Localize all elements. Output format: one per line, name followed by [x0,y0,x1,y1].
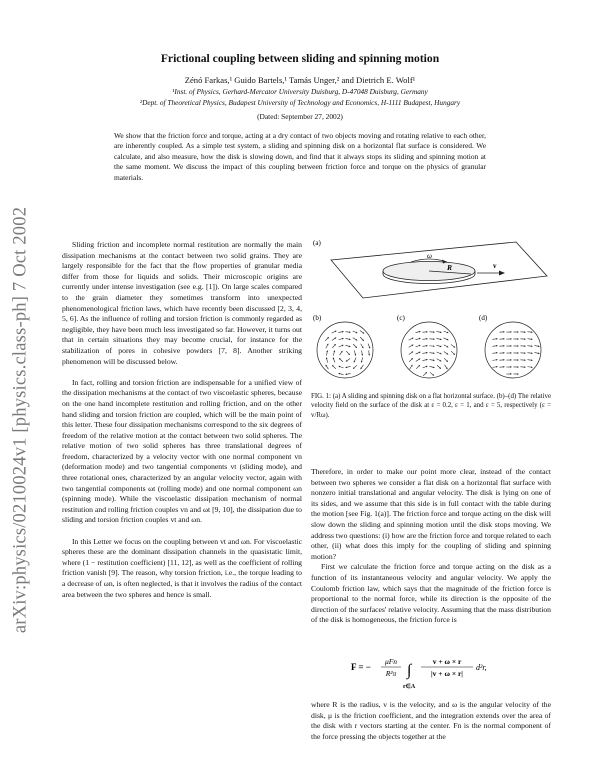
velocity-vector-head [517,373,518,375]
eq-den2: |v + ω × r| [431,669,463,678]
arxiv-identifier: arXiv:physics/0210024v1 [physics.class-ph] 7 Oct 2002 [10,206,31,634]
velocity-vector-head [368,354,370,355]
velocity-vector-head [503,345,504,347]
eq-domain: r∈A [403,684,416,690]
velocity-vector-head [433,338,434,340]
velocity-vector-head [517,338,518,340]
velocity-vector-head [517,359,518,361]
velocity-vector-head [496,352,498,354]
equation-render [311,650,551,696]
velocity-vector-head [510,331,511,333]
velocity-vector-head [503,338,504,340]
velocity-field-c [401,322,457,378]
velocity-vector-head [524,338,525,340]
velocity-vector-head [524,345,525,347]
figure-label-a: (a) [313,239,321,247]
eq-tail: d²r, [476,663,487,672]
velocity-vector-head [510,338,511,340]
velocity-vector-head [524,359,525,361]
velocity-vector-head [531,345,532,347]
eq-num2: v + ω × r [432,657,462,666]
disk-outline [317,322,373,378]
velocity-vector-head [503,331,504,333]
velocity-vector-head [531,331,532,333]
velocity-vector-head [524,366,525,368]
friction-force-equation [311,650,551,696]
velocity-vector-head [496,338,497,340]
velocity-vector-head [510,366,511,368]
eq-integral: ∫ [407,662,412,679]
velocity-vector-head [433,352,435,354]
paragraph: First we calculate the friction force and torque acting on the disk as a function of its instantaneous velocity and angular velocity. We apply the Coulomb friction law, which says that the magnitude of the friction force is proportional to the normal force, while its direction is the opposite of the direction of the surfaces' relative velocity. Assuming that the mass distribution of the disk is homogeneous, the friction force is [311,562,551,625]
figure-caption: FIG. 1: (a) A sliding and spinning disk on a flat horizontal surface. (b)–(d) The relative velocity field on the surface of the disk at ε = 0.2, ε = 1, and ε = 5, respectively (ε = v/Rω). [311,393,551,419]
paragraph: In this Letter we focus on the coupling between vt and ωn. For viscoelastic spheres these are the dominant dissipation channels in the quasistatic limit, where (1 − restitution coefficient) [11, 12], as well as the coefficient of rolling friction vanish [9]. The reason, why torsion friction, i.e., the torque leading to a decrease of ωn, is often neglected, is that it involves the radius of the contact area between the two spheres and hence is small. [62,536,302,599]
velocity-vector-head [496,345,498,347]
velocity-vector-head [503,366,504,368]
figure-1-drawing [311,236,551,386]
figure-label-b: (b) [313,314,322,322]
velocity-vector-head [524,352,525,354]
velocity-vector-head [517,366,518,368]
eq-lhs: F = − [351,662,371,672]
velocity-vector-head [517,352,518,354]
radius-label: R [447,263,453,272]
velocity-vector-head [349,331,351,333]
disk-outline [401,322,457,378]
affiliation-1: ¹Inst. of Physics, Gerhard-Mercator University Duisburg, D-47048 Duisburg, Germany [172,87,428,96]
velocity-arrow-head [499,271,505,276]
eq-den1: R²π [385,669,397,678]
velocity-vector-head [517,345,518,347]
velocity-vector-head [510,373,511,375]
figure-1 [311,236,551,386]
velocity-vector-head [510,345,511,347]
velocity-vector-head [531,359,533,361]
paragraph: In fact, rolling and torsion friction are indispensable for a unified view of the dissipation mechanisms at the contact of two viscoelastic spheres, because on the one hand incomplete restitution and rolling friction, and on the other hand sliding and torsion friction are coupled, which will be the main point of this letter. These four dissipation mechanisms correspond to the six degrees of freedom of the relative motion at the contact between two solid spheres. The relative motion of two solid spheres has three translational degrees of freedom, characterized by a velocity vector with one normal component vn (deformation mode) and two tangential components vt (sliding mode), and three rotational ones, characterized by an angular velocity vector, again with two tangential components ωt (rolling mode) and one normal component ωn (spinning mode). While the viscoelastic dissipation mechanism of normal restitution and rolling friction couples vn and ωt [9, 10], the dissipation due to sliding and torsion friction couples vt and ωn. [62,377,302,525]
paragraph-after-equation: where R is the radius, v is the velocity, and ω is the angular velocity of the disk, μ is the friction coefficient, and the integration extends over the area of the disk with r vectors starting at the center. Fn is the normal component of the force pressing the objects together at the [311,700,551,741]
velocity-vector-head [510,352,511,354]
velocity-vector-head [433,345,434,347]
omega-label: ω [427,252,432,260]
velocity-vector-head [517,331,518,333]
velocity-vector-head [426,345,428,347]
velocity-vector-head [426,338,427,340]
velocity-vector-head [510,359,511,361]
velocity-vector-head [531,352,533,354]
left-column [62,240,302,600]
date-line: (Dated: September 27, 2002) [257,112,343,121]
figure-label-d: (d) [479,314,488,322]
velocity-vector-head [503,359,504,361]
velocity-vector-head [433,331,434,333]
author-list: Zénó Farkas,¹ Guido Bartels,¹ Tamás Unger,² and Dietrich E. Wolf¹ [184,75,416,85]
right-column [311,467,551,626]
eq-num1: μFn [384,657,398,666]
paper-title: Frictional coupling between sliding and spinning motion [160,52,440,65]
figure-label-c: (c) [397,314,405,322]
velocity-label: v [493,262,497,270]
affiliation-2: ²Dept. of Theoretical Physics, Budapest University of Technology and Economics, H-1111 Budapest, Hungary [139,98,461,107]
velocity-field-d [485,322,541,378]
velocity-vector-head [503,352,504,354]
velocity-vector-head [531,338,532,340]
disk-outline [485,322,541,378]
velocity-vector-head [426,331,427,333]
velocity-field-b [317,322,373,378]
paragraph: Therefore, in order to make our point more clear, instead of the contact between two spheres we consider a flat disk on a horizontal flat surface with nonzero initial translational and angular velocity. The disk is lying on one of its sides, and we assume that this side is in full contact with the table during the motion [see Fig. 1(a)]. The friction force and torque acting on the disk will slow down the sliding and spinning motion until the disk stops moving. We address two questions: (i) how are the friction force and torque related to each other, (ii) what does this imply for the coupling of sliding and spinning motion? [311,467,551,561]
velocity-vector-head [524,331,525,333]
abstract: We show that the friction force and torque, acting at a dry contact of two objects moving and rotating relative to each other, are inherently coupled. As a simple test system, a sliding and spinning disk on a horizontal flat surface is considered. We calculate, and also measure, how the disk is slowing down, and find that it always stops its sliding and spinning motion at the same moment. We discuss the impact of this coupling between friction force and torque on the physics of granular materials. [114,131,486,182]
paragraph: Sliding friction and incomplete normal restitution are normally the main dissipation mechanisms at the contact between two solid grains. They are largely responsible for the fact that the flow properties of granular media differ from those for liquids and solids. Their microscopic origins are currently under intense investigation (see e.g. [1]). On large scales compared to the grain diameter they sometimes transform into unexpected phenomenological friction laws, which have recently been discussed [2, 3, 4, 5, 6]. As the influence of rolling and torsion friction is commonly regarded as negligible, they have been much less investigated so far. However, it turns out that in certain situations they may become crucial, for instance for the stabilization of pores in cohesive powders [7, 8]. Another striking phenomenon will be discussed below. [62,240,302,366]
